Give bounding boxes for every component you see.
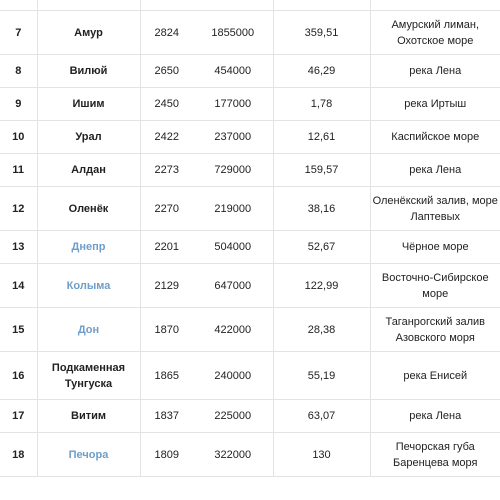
river-name xyxy=(37,0,140,11)
river-mouth: Каспийское море xyxy=(370,121,500,154)
basin-area: 729000 xyxy=(193,154,273,187)
basin-area: 454000 xyxy=(193,55,273,88)
river-length: 2201 xyxy=(140,231,193,264)
river-length: 2450 xyxy=(140,88,193,121)
row-number: 13 xyxy=(0,231,37,264)
river-mouth: Амурский лиман, Охотское море xyxy=(370,11,500,55)
river-length: 1837 xyxy=(140,400,193,433)
river-mouth: река Лена xyxy=(370,154,500,187)
water-flow: 55,19 xyxy=(273,352,370,400)
table-row xyxy=(0,231,500,264)
table-row xyxy=(0,187,500,231)
river-name: Алдан xyxy=(37,154,140,187)
basin-area: 237000 xyxy=(193,121,273,154)
table-row xyxy=(0,0,500,11)
row-number: 18 xyxy=(0,433,37,477)
table-row xyxy=(0,55,500,88)
row-number xyxy=(0,0,37,11)
water-flow: 38,16 xyxy=(273,187,370,231)
river-mouth: Таганрогский залив Азовского моря xyxy=(370,308,500,352)
water-flow: 159,57 xyxy=(273,154,370,187)
river-name: Подкаменная Тунгуска xyxy=(37,352,140,400)
river-length: 2270 xyxy=(140,187,193,231)
river-length: 2273 xyxy=(140,154,193,187)
river-length: 2422 xyxy=(140,121,193,154)
water-flow: 28,38 xyxy=(273,308,370,352)
table-row xyxy=(0,352,500,400)
basin-area xyxy=(193,0,273,11)
river-mouth xyxy=(370,0,500,11)
river-mouth: Чёрное море xyxy=(370,231,500,264)
river-mouth: река Енисей xyxy=(370,352,500,400)
row-number: 10 xyxy=(0,121,37,154)
river-name-link[interactable]: Днепр xyxy=(37,231,140,264)
water-flow: 130 xyxy=(273,433,370,477)
row-number: 8 xyxy=(0,55,37,88)
row-number: 9 xyxy=(0,88,37,121)
river-mouth: река Лена xyxy=(370,55,500,88)
river-name-link[interactable]: Дон xyxy=(37,308,140,352)
water-flow: 52,67 xyxy=(273,231,370,264)
table-row xyxy=(0,400,500,433)
row-number: 15 xyxy=(0,308,37,352)
basin-area: 240000 xyxy=(193,352,273,400)
river-mouth: Печорская губа Баренцева моря xyxy=(370,433,500,477)
table-row xyxy=(0,264,500,308)
water-flow: 63,07 xyxy=(273,400,370,433)
river-name: Оленёк xyxy=(37,187,140,231)
water-flow xyxy=(273,0,370,11)
river-length: 1865 xyxy=(140,352,193,400)
water-flow: 359,51 xyxy=(273,11,370,55)
water-flow: 46,29 xyxy=(273,55,370,88)
river-name: Вилюй xyxy=(37,55,140,88)
river-mouth: Восточно-Сибирское море xyxy=(370,264,500,308)
basin-area: 647000 xyxy=(193,264,273,308)
river-name: Амур xyxy=(37,11,140,55)
row-number: 11 xyxy=(0,154,37,187)
river-name-link[interactable]: Печора xyxy=(37,433,140,477)
table-row xyxy=(0,308,500,352)
table-row xyxy=(0,154,500,187)
row-number: 16 xyxy=(0,352,37,400)
row-number: 17 xyxy=(0,400,37,433)
river-length: 2650 xyxy=(140,55,193,88)
basin-area: 504000 xyxy=(193,231,273,264)
table-row xyxy=(0,121,500,154)
river-length: 2824 xyxy=(140,11,193,55)
row-number: 7 xyxy=(0,11,37,55)
river-mouth: Оленёкский залив, море Лаптевых xyxy=(370,187,500,231)
table-row xyxy=(0,433,500,477)
table-row xyxy=(0,11,500,55)
basin-area: 177000 xyxy=(193,88,273,121)
water-flow: 12,61 xyxy=(273,121,370,154)
river-length xyxy=(140,0,193,11)
river-name: Урал xyxy=(37,121,140,154)
basin-area: 225000 xyxy=(193,400,273,433)
row-number: 12 xyxy=(0,187,37,231)
basin-area: 1855000 xyxy=(193,11,273,55)
water-flow: 1,78 xyxy=(273,88,370,121)
basin-area: 422000 xyxy=(193,308,273,352)
basin-area: 322000 xyxy=(193,433,273,477)
basin-area: 219000 xyxy=(193,187,273,231)
river-mouth: река Лена xyxy=(370,400,500,433)
water-flow: 122,99 xyxy=(273,264,370,308)
table-row xyxy=(0,88,500,121)
river-name-link[interactable]: Колыма xyxy=(37,264,140,308)
river-mouth: река Иртыш xyxy=(370,88,500,121)
river-length: 2129 xyxy=(140,264,193,308)
river-name: Ишим xyxy=(37,88,140,121)
row-number: 14 xyxy=(0,264,37,308)
river-name: Витим xyxy=(37,400,140,433)
river-length: 1809 xyxy=(140,433,193,477)
river-length: 1870 xyxy=(140,308,193,352)
